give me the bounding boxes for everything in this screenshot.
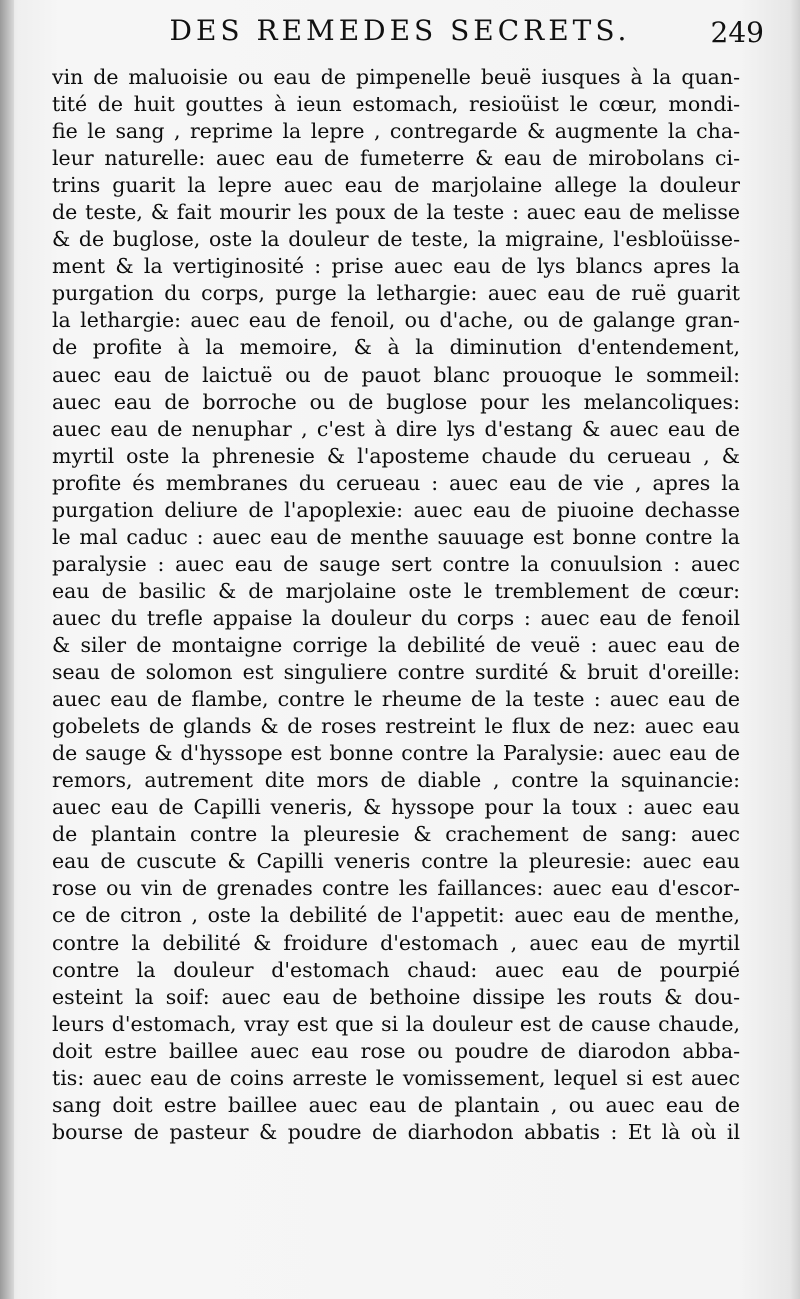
text-line: auec eau de flambe, contre le rheume de la teste : auec eau de	[52, 687, 740, 712]
text-line: remors, autrement dite mors de diable , contre la squinancie:	[52, 768, 740, 793]
text-line: ce de citron , oste la debilité de l'appetit: auec eau de menthe,	[52, 903, 740, 928]
text-line: & de buglose, oste la douleur de teste, la migraine, l'esbloüisse-	[52, 227, 740, 252]
text-line: le mal caduc : auec eau de menthe sauuage est bonne contre la	[52, 524, 740, 549]
text-line: esteint la soif: auec eau de bethoine dissipe les routs & dou-	[52, 984, 740, 1009]
text-line: leur naturelle: auec eau de fumeterre & eau de mirobolans ci-	[52, 146, 740, 171]
text-line: auec eau de laictuë ou de pauot blanc prouoque le sommeil:	[52, 362, 740, 387]
text-line: profite és membranes du cerueau : auec eau de vie , apres la	[52, 470, 740, 495]
text-line: la lethargie: auec eau de fenoil, ou d'ache, ou de galange gran-	[52, 308, 740, 333]
text-line: vin de maluoisie ou eau de pimpenelle beuë iusques à la quan-	[52, 65, 740, 89]
text-line: & siler de montaigne corrige la debilité de veuë : auec eau de	[52, 632, 740, 657]
page-number: 249	[710, 16, 764, 49]
text-line: tité de huit gouttes à ieun estomach, resioüist le cœur, mondi-	[52, 92, 740, 117]
text-line: auec eau de borroche ou de buglose pour les melancoliques:	[52, 389, 740, 414]
text-line: de plantain contre la pleuresie & crachement de sang: auec	[52, 822, 740, 847]
text-line: purgation du corps, purge la lethargie: auec eau de ruë guarit	[52, 281, 740, 306]
text-line: myrtil oste la phrenesie & l'aposteme chaude du cerueau , &	[52, 443, 740, 468]
text-line: doit estre baillee auec eau rose ou poudre de diarodon abba-	[52, 1038, 740, 1063]
text-line: seau de solomon est singuliere contre surdité & bruit d'oreille:	[52, 660, 740, 685]
text-line: ment & la vertiginosité : prise auec eau de lys blancs apres la	[52, 254, 740, 279]
text-line: paralysie : auec eau de sauge sert contre la conuulsion : auec	[52, 551, 740, 576]
running-title: DES REMEDES SECRETS.	[169, 14, 631, 47]
text-line: auec eau de nenuphar , c'est à dire lys d'estang & auec eau de	[52, 416, 740, 441]
text-line: auec du trefle appaise la douleur du corps : auec eau de fenoil	[52, 605, 740, 630]
text-line: eau de basilic & de marjolaine oste le tremblement de cœur:	[52, 578, 740, 603]
text-line: de teste, & fait mourir les poux de la teste : auec eau de melisse	[52, 200, 740, 225]
body-text	[52, 64, 740, 1146]
text-line: de profite à la memoire, & à la diminution d'entendement,	[52, 335, 740, 360]
text-line: leurs d'estomach, vray est que si la douleur est de cause chaude,	[52, 1011, 740, 1036]
text-line: tis: auec eau de coins arreste le vomissement, lequel si est auec	[52, 1065, 740, 1090]
text-line: sang doit estre baillee auec eau de plantain , ou auec eau de	[52, 1092, 740, 1117]
text-line: contre la douleur d'estomach chaud: auec eau de pourpié	[52, 957, 740, 982]
text-line: purgation deliure de l'apoplexie: auec eau de piuoine dechasse	[52, 497, 740, 522]
text-line: de sauge & d'hyssope est bonne contre la Paralysie: auec eau de	[52, 741, 740, 766]
text-line: gobelets de glands & de roses restreint le flux de nez: auec eau	[52, 714, 740, 739]
text-line: trins guarit la lepre auec eau de marjolaine allege la douleur	[52, 173, 740, 198]
text-line: contre la debilité & froidure d'estomach , auec eau de myrtil	[52, 930, 740, 955]
text-line: auec eau de Capilli veneris, & hyssope pour la toux : auec eau	[52, 795, 740, 820]
text-line: rose ou vin de grenades contre les faillances: auec eau d'escor-	[52, 876, 740, 901]
text-line: bourse de pasteur & poudre de diarhodon abbatis : Et là où il	[52, 1119, 740, 1144]
text-line: fie le sang , reprime la lepre , contregarde & augmente la cha-	[52, 119, 740, 144]
text-line: eau de cuscute & Capilli veneris contre la pleuresie: auec eau	[52, 849, 740, 874]
